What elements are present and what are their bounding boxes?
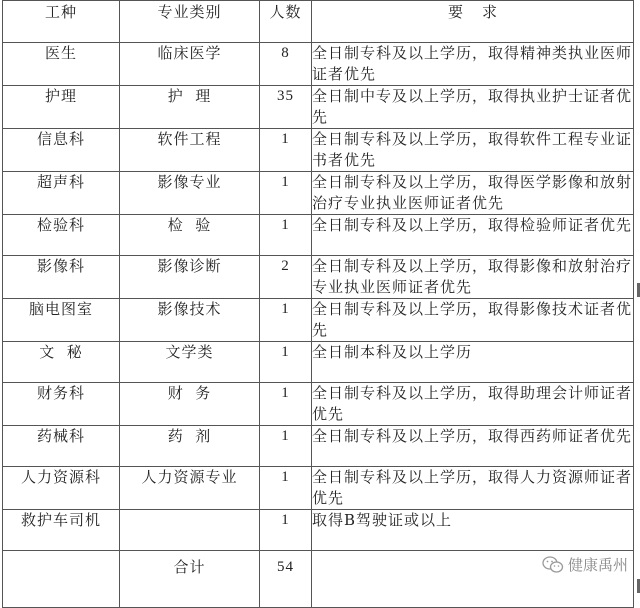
requirement-cell: 取得B驾驶证或以上	[312, 510, 634, 551]
major-cell: 护 理	[120, 86, 260, 129]
requirement-cell: 全日制专科及以上学历，取得人力资源师证者优先	[312, 467, 634, 510]
count-cell: 1	[260, 426, 312, 467]
job-cell: 超声科	[3, 172, 120, 215]
table-row	[3, 467, 634, 510]
requirement-cell: 全日制中专及以上学历，取得执业护士证者优先	[312, 86, 634, 129]
major-cell: 影像专业	[120, 172, 260, 215]
table-row	[3, 215, 634, 256]
requirement-cell: 全日制专科及以上学历，取得检验师证者优先	[312, 215, 634, 256]
job-cell: 检验科	[3, 215, 120, 256]
job-cell: 脑电图室	[3, 299, 120, 342]
count-cell: 1	[260, 510, 312, 551]
table-row	[3, 342, 634, 383]
job-cell: 护理	[3, 86, 120, 129]
count-cell: 1	[260, 467, 312, 510]
requirement-cell: 全日制专科及以上学历，取得西药师证者优先	[312, 426, 634, 467]
count-cell: 1	[260, 215, 312, 256]
major-cell: 临床医学	[120, 43, 260, 86]
count-cell: 35	[260, 86, 312, 129]
requirement-cell: 全日制专科及以上学历，取得影像和放射治疗专业执业医师证者优先	[312, 256, 634, 299]
major-cell: 影像诊断	[120, 256, 260, 299]
total-label: 合计	[120, 551, 260, 608]
job-cell: 影像科	[3, 256, 120, 299]
major-cell: 财 务	[120, 383, 260, 426]
requirement-cell: 全日制专科及以上学历，取得影像技术证者优先	[312, 299, 634, 342]
total-row	[3, 551, 634, 608]
requirement-cell: 全日制专科及以上学历，取得软件工程专业证书者优先	[312, 129, 634, 172]
table-row	[3, 43, 634, 86]
table-row	[3, 383, 634, 426]
count-cell: 1	[260, 383, 312, 426]
table-row	[3, 86, 634, 129]
job-cell: 信息科	[3, 129, 120, 172]
major-cell: 药 剂	[120, 426, 260, 467]
job-cell: 救护车司机	[3, 510, 120, 551]
table-row	[3, 426, 634, 467]
table-row	[3, 510, 634, 551]
count-cell: 2	[260, 256, 312, 299]
job-cell: 人力资源科	[3, 467, 120, 510]
wechat-icon	[542, 556, 564, 574]
job-cell: 文 秘	[3, 342, 120, 383]
job-cell: 医生	[3, 43, 120, 86]
major-cell	[120, 510, 260, 551]
watermark	[542, 554, 628, 575]
table-row	[3, 299, 634, 342]
table-row	[3, 129, 634, 172]
header-requirement: 要 求	[312, 1, 634, 43]
total-count: 54	[260, 551, 312, 608]
major-cell: 检 验	[120, 215, 260, 256]
job-cell: 药械科	[3, 426, 120, 467]
requirement-cell: 全日制本科及以上学历	[312, 342, 634, 383]
requirement-cell: 全日制专科及以上学历，取得医学影像和放射治疗专业执业医师证者优先	[312, 172, 634, 215]
header-count: 人数	[260, 1, 312, 43]
table-row	[3, 256, 634, 299]
requirement-cell: 全日制专科及以上学历，取得助理会计师证者优先	[312, 383, 634, 426]
major-cell: 软件工程	[120, 129, 260, 172]
recruitment-table	[2, 0, 634, 608]
requirement-cell: 全日制专科及以上学历，取得精神类执业医师证者优先	[312, 43, 634, 86]
count-cell: 8	[260, 43, 312, 86]
table-row	[3, 172, 634, 215]
job-cell: 财务科	[3, 383, 120, 426]
header-job: 工种	[3, 1, 120, 43]
header-major: 专业类别	[120, 1, 260, 43]
total-empty-cell	[3, 551, 120, 608]
major-cell: 文学类	[120, 342, 260, 383]
watermark-text: 健康禹州	[567, 556, 628, 574]
count-cell: 1	[260, 172, 312, 215]
count-cell: 1	[260, 342, 312, 383]
major-cell: 人力资源专业	[120, 467, 260, 510]
major-cell: 影像技术	[120, 299, 260, 342]
table-header-row	[3, 1, 634, 43]
count-cell: 1	[260, 129, 312, 172]
count-cell: 1	[260, 299, 312, 342]
